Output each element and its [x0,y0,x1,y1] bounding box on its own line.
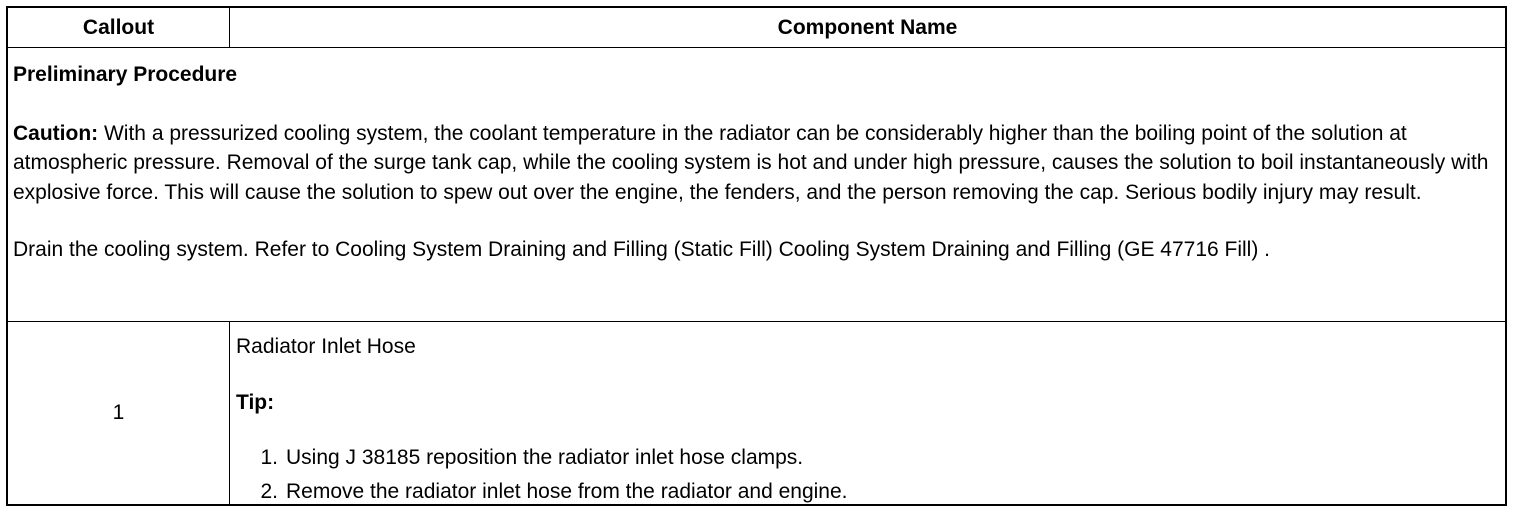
component-name: Radiator Inlet Hose [236,335,416,358]
tip-number: 2. [260,480,278,503]
tip-list-item [236,475,1505,509]
callout-number: 1 [8,322,230,504]
drain-instruction: Drain the cooling system. Refer to Cooling System Draining and Filling (Static Fill) Cooling System Draining and Filling (GE 47716 Fill) . [13,238,1271,261]
caution-text: With a pressurized cooling system, the coolant temperature in the radiator can be considerably higher than the boiling point of the solution at atmospheric pressure. Removal of the surge tank cap, while the cooling system is hot and under high pressure, causes the solution to boil instantaneously with explosive force. This will cause the solution to spew out over the engine, the fenders, and the person removing the cap. Serious bodily injury may result. [13,121,1489,204]
component-cell [230,322,1505,504]
callout-column-header: Callout [8,8,230,47]
tip-list-item [236,441,1505,475]
table-header-row [8,8,1505,48]
procedure-table [6,6,1507,506]
tip-number: 1. [260,446,278,469]
preliminary-procedure-title: Preliminary Procedure [13,63,238,86]
tip-label: Tip: [236,391,275,414]
tip-text: Remove the radiator inlet hose from the radiator and engine. [286,480,848,503]
table-row [8,322,1505,504]
caution-label: Caution: [13,121,99,145]
tip-text: Using J 38185 reposition the radiator inlet hose clamps. [286,446,804,469]
tip-list [236,441,1505,509]
component-name-column-header: Component Name [777,15,958,39]
preliminary-procedure-row [8,48,1505,322]
caution-paragraph [13,119,1505,208]
